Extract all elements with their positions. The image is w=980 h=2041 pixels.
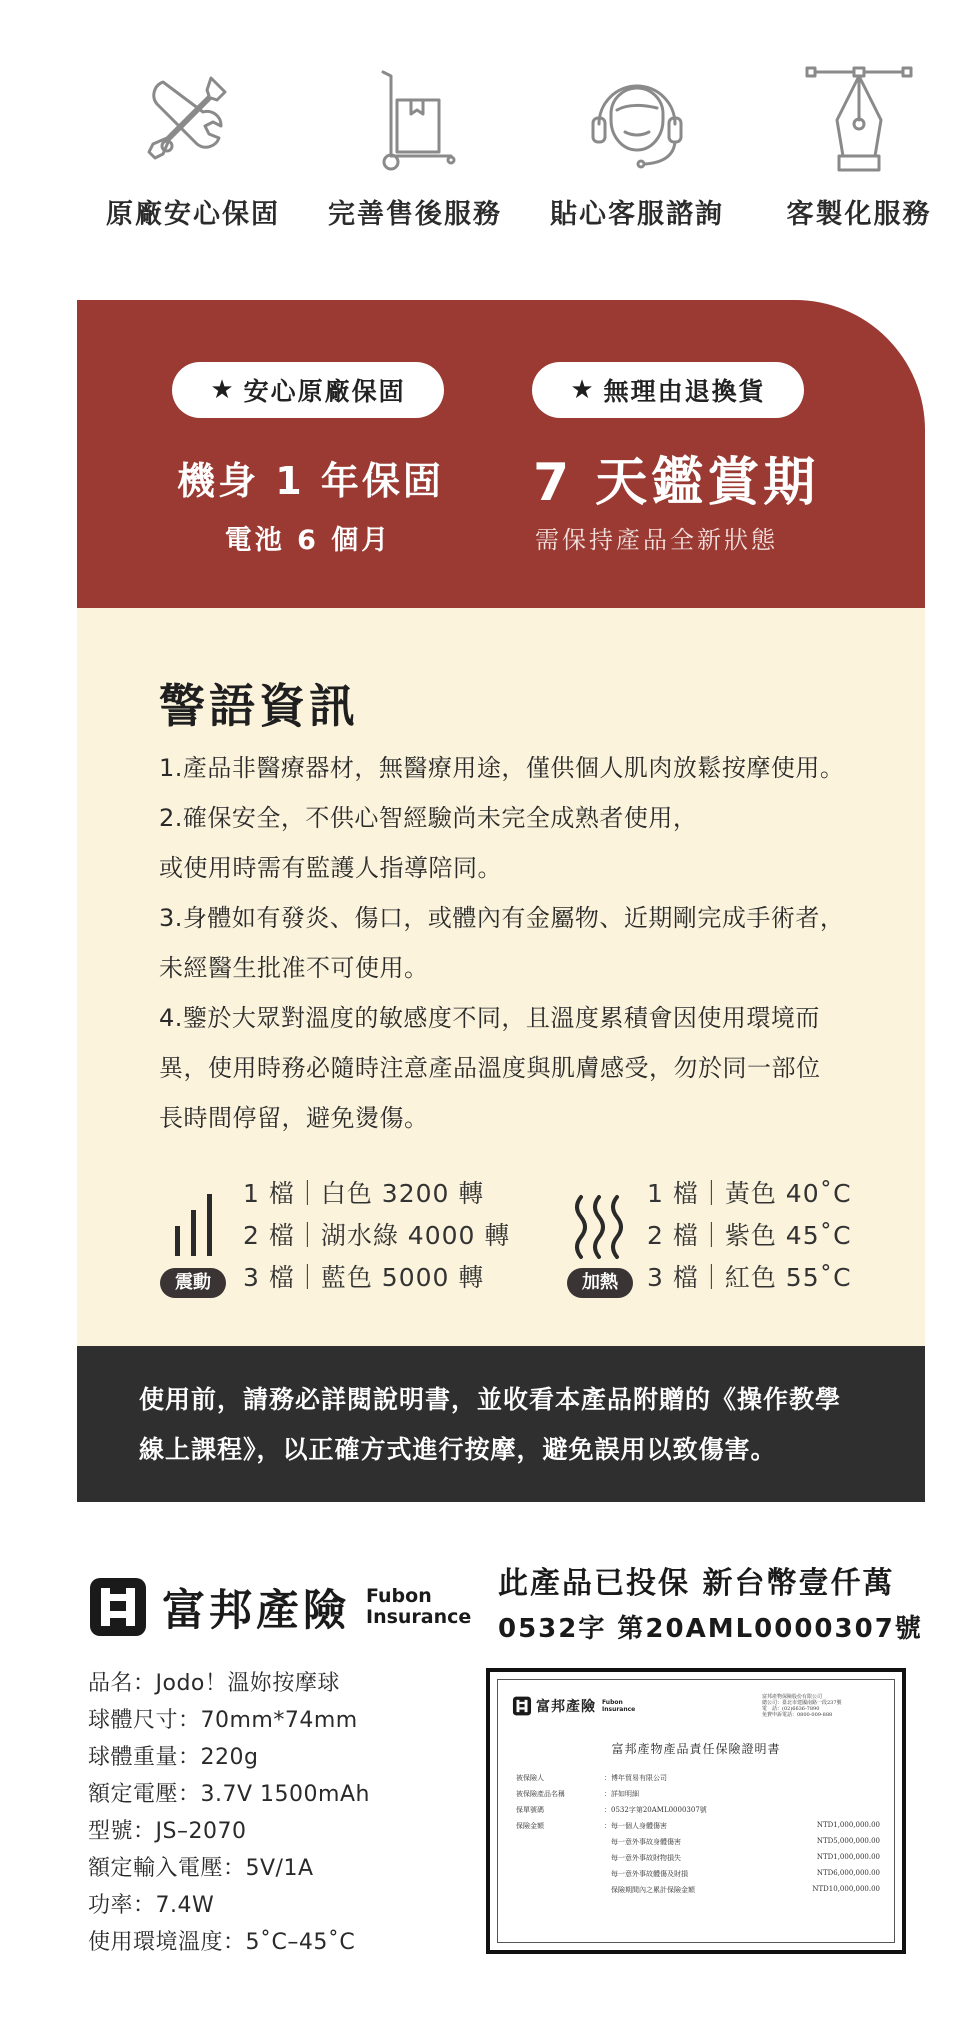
row-key: 被保險人 [516, 1774, 544, 1782]
warning-title: 警語資訊 [159, 679, 359, 733]
warning-line: 或使用時需有監護人指導陪同。 [159, 854, 502, 882]
vibration-tag: 震動 [160, 1268, 226, 1298]
warranty-pill-label: 安心原廠保固 [243, 377, 406, 406]
certificate-logo-english [602, 1699, 635, 1713]
certificate-heading: 富邦產物產品責任保險證明書 [611, 1742, 781, 1756]
star-icon: ★ [210, 375, 236, 405]
spec-line: 球體尺寸：70mm*74mm [88, 1708, 358, 1733]
certificate-row [516, 1821, 886, 1837]
warning-line: 未經醫生批准不可使用。 [159, 954, 429, 982]
vibration-level: 1 檔｜白色 3200 轉 [243, 1179, 485, 1208]
certificate-frame [497, 1679, 895, 1943]
certificate-row [516, 1773, 886, 1789]
vibration-bars-icon [167, 1188, 227, 1258]
certificate-row [516, 1837, 886, 1853]
certificate-logo-name: 富邦產險 [536, 1699, 596, 1715]
notice-line: 線上課程》，以正確方式進行按摩，避免誤用以致傷害。 [139, 1435, 777, 1464]
warning-panel [77, 608, 925, 1346]
certificate-row [516, 1789, 886, 1805]
spec-line: 額定電壓：3.7V 1500mAh [88, 1782, 370, 1807]
heat-waves-icon [569, 1191, 629, 1261]
certificate-row [516, 1805, 886, 1821]
logo-english-name [366, 1586, 471, 1628]
warranty-pill [172, 362, 444, 418]
spec-line: 球體重量：220g [88, 1745, 259, 1770]
logo-chinese-name: 富邦產險 [162, 1585, 350, 1636]
spec-line: 使用環境溫度：5˚C–45˚C [88, 1930, 356, 1955]
warning-list [159, 743, 919, 1143]
fubon-logo-icon [88, 1576, 148, 1638]
trial-period: 7 天鑑賞期 [533, 453, 820, 513]
certificate-logo-english-line: Fubon [602, 1699, 623, 1706]
vibration-levels [243, 1173, 510, 1299]
spec-line: 品名：Jodo！溫妳按摩球 [88, 1671, 340, 1696]
insurance-certificate [486, 1668, 906, 1954]
spec-line: 功率：7.4W [88, 1893, 215, 1918]
warning-line: 異，使用時務必隨時注意產品溫度與肌膚感受，勿於同一部位 [159, 1054, 821, 1082]
heat-level: 2 檔｜紫色 45˚C [647, 1221, 852, 1250]
hand-truck-icon [355, 60, 475, 180]
row-key: 保險金額 [516, 1822, 544, 1830]
row-amount: NTD1,000,000.00 [816, 1853, 880, 1861]
certificate-logo [512, 1696, 635, 1716]
service-label: 完善售後服務 [328, 199, 502, 230]
headset-agent-icon [577, 60, 697, 180]
row-value: ：0532字第20AML0000307號 [604, 1806, 707, 1814]
row-value: 每一意外事故體傷及財損 [604, 1870, 688, 1878]
spec-line: 型號：JS–2070 [88, 1819, 247, 1844]
logo-english-line: Fubon [366, 1585, 432, 1607]
vibration-level: 3 檔｜藍色 5000 轉 [243, 1263, 485, 1292]
certificate-details [516, 1773, 886, 1901]
certificate-company-info [762, 1694, 882, 1718]
tools-icon [133, 60, 253, 180]
insurance-number: 0532字 第20AML0000307號 [498, 1614, 923, 1644]
service-custom [754, 60, 964, 231]
row-value: ：博年貿易有限公司 [604, 1774, 667, 1782]
heat-levels [647, 1173, 852, 1299]
return-pill [532, 362, 804, 418]
certificate-logo-english-line: Insurance [602, 1706, 636, 1713]
company-line: 免費申訴電話：0800-009-888 [762, 1712, 833, 1718]
warning-line: 3.身體如有發炎、傷口，或體內有金屬物、近期剛完成手術者， [159, 904, 845, 932]
mode-levels [77, 1173, 925, 1313]
row-value: ：每一個人身體傷害 [604, 1822, 667, 1830]
battery-warranty: 電池 6 個月 [224, 525, 392, 556]
trial-condition: 需保持產品全新狀態 [535, 526, 778, 554]
row-value: 保險期間內之累計保險金額 [604, 1886, 695, 1894]
heat-level: 1 檔｜黃色 40˚C [647, 1179, 852, 1208]
services-row [0, 0, 980, 300]
vibration-level: 2 檔｜湖水綠 4000 轉 [243, 1221, 511, 1250]
service-label: 客製化服務 [786, 199, 932, 230]
pen-nib-icon [799, 60, 919, 180]
notice-line: 使用前，請務必詳閱說明書，並收看本產品附贈的《操作教學 [139, 1385, 842, 1414]
service-customer-care [532, 60, 742, 231]
company-line: 總公司：臺北市建國南路一段237號 [762, 1700, 842, 1706]
service-label: 原廠安心保固 [106, 199, 280, 230]
star-icon: ★ [570, 375, 596, 405]
company-line: 富邦產物保險股份有限公司 [762, 1694, 823, 1700]
row-value: 每一意外事故財物損失 [604, 1854, 681, 1862]
fubon-logo [88, 1572, 471, 1642]
certificate-row [516, 1853, 886, 1869]
row-amount: NTD1,000,000.00 [816, 1821, 880, 1829]
product-specs [88, 1665, 370, 1961]
row-amount: NTD5,000,000.00 [816, 1837, 880, 1845]
service-warranty [88, 60, 298, 231]
row-amount: NTD10,000,000.00 [812, 1885, 880, 1893]
guarantee-banner [77, 300, 925, 608]
heat-tag: 加熱 [567, 1268, 633, 1298]
warning-line: 2.確保安全，不供心智經驗尚未完全成熟者使用， [159, 804, 698, 832]
certificate-row [516, 1885, 886, 1901]
return-pill-label: 無理由退換貨 [603, 377, 766, 406]
warranty-period: 機身 1 年保固 [177, 459, 444, 503]
company-line: 電 話：(02)6636-7890 [762, 1706, 820, 1712]
warning-line: 1.產品非醫療器材，無醫療用途，僅供個人肌肉放鬆按摩使用。 [159, 754, 845, 782]
insurance-title: 此產品已投保 新台幣壹仟萬 [498, 1566, 895, 1601]
service-after-sales [310, 60, 520, 231]
row-key: 被保險產品名稱 [516, 1790, 565, 1798]
warning-line: 4.鑒於大眾對溫度的敏感度不同，且溫度累積會因使用環境而 [159, 1004, 820, 1032]
usage-notice [77, 1346, 925, 1502]
spec-line: 額定輸入電壓：5V/1A [88, 1856, 314, 1881]
heat-level: 3 檔｜紅色 55˚C [647, 1263, 852, 1292]
logo-english-line: Insurance [366, 1606, 472, 1628]
row-value: 每一意外事故身體傷害 [604, 1838, 681, 1846]
service-label: 貼心客服諮詢 [550, 199, 724, 230]
warning-line: 長時間停留，避免燙傷。 [159, 1104, 429, 1132]
row-value: ：詳如明細 [604, 1790, 639, 1798]
row-key: 保單號碼 [516, 1806, 544, 1814]
certificate-row [516, 1869, 886, 1885]
fubon-logo-icon [512, 1696, 532, 1716]
row-amount: NTD6,000,000.00 [816, 1869, 880, 1877]
